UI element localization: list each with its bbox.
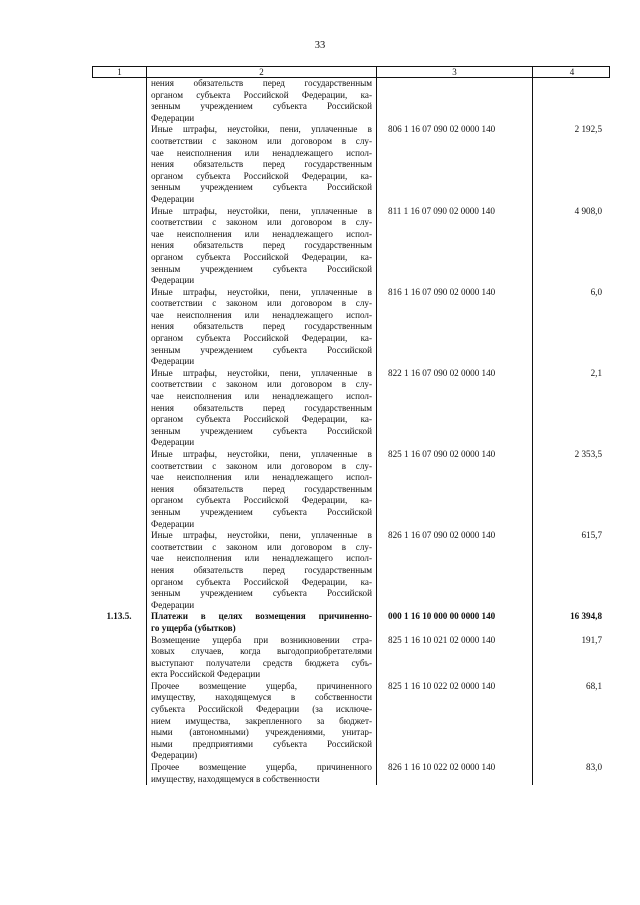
- description-line: чае неисполнения или ненадлежащего испол-: [151, 228, 372, 239]
- description-line: имуществу, находящемуся в собственности: [151, 773, 320, 784]
- row-description: [146, 611, 376, 634]
- description-line: нения обязательств перед государственным: [151, 159, 372, 170]
- row-number: [92, 762, 146, 785]
- row-number: [92, 124, 146, 205]
- description-line: нения обязательств перед государственным: [151, 483, 372, 494]
- description-line: Иные штрафы, неустойки, пени, уплаченные в: [151, 530, 372, 541]
- row-number: [92, 287, 146, 368]
- description-line: Иные штрафы, неустойки, пени, уплаченные в: [151, 367, 372, 378]
- description-line: зенным учреждением субъекта Российской: [151, 344, 372, 355]
- row-description: [146, 635, 376, 681]
- description-line: ными (автономными) учреждениями, унитар-: [151, 727, 372, 738]
- row-description: [146, 287, 376, 368]
- description-line: органом субъекта Российской Федерации, ка-: [151, 170, 372, 181]
- description-line: органом субъекта Российской Федерации, ка-: [151, 576, 372, 587]
- column-divider: [146, 78, 147, 785]
- description-line: Иные штрафы, неустойки, пени, уплаченные в: [151, 124, 372, 135]
- row-number: 1.13.5.: [106, 611, 132, 622]
- table-header: [92, 66, 610, 78]
- header-col-3: 3: [377, 67, 533, 77]
- description-line: органом субъекта Российской Федерации, ка-: [151, 414, 372, 425]
- description-line: субъекта Российской Федерации (за исключе-: [151, 704, 372, 715]
- amount-value: 191,7: [581, 634, 602, 645]
- row-number: [92, 206, 146, 287]
- description-line: ными предприятиями субъекта Российской: [151, 738, 372, 749]
- description-line: зенным учреждением субъекта Российской: [151, 506, 372, 517]
- description-line: Иные штрафы, неустойки, пени, уплаченные в: [151, 449, 372, 459]
- description-line: выступают получатели средств бюджета субъ-: [151, 657, 372, 668]
- budget-classification-code: 811 1 16 07 090 02 0000 140: [388, 205, 495, 216]
- description-line: органом субъекта Российской Федерации, ка-: [151, 495, 372, 506]
- description-line: Федерации: [151, 437, 195, 448]
- header-col-1: 1: [93, 67, 147, 77]
- description-line: соответствии с законом или договором в слу-: [151, 135, 372, 146]
- page-number: 33: [314, 40, 326, 51]
- description-line: зенным учреждением субъекта Российской: [151, 425, 372, 436]
- amount-value: 83,0: [586, 762, 602, 773]
- description-line: го ущерба (убытков): [151, 622, 236, 633]
- description-line: зенным учреждением субъекта Российской: [151, 588, 372, 599]
- row-description: [146, 449, 376, 530]
- description-line: ховых случаев, когда выгодоприобретателями: [151, 646, 372, 657]
- description-line: Федерации: [151, 275, 195, 286]
- description-line: зенным учреждением субъекта Российской: [151, 182, 372, 193]
- row-description: [146, 681, 376, 762]
- description-line: органом субъекта Российской Федерации, ка-: [151, 333, 372, 344]
- row-number: [92, 635, 146, 681]
- description-line: нения обязательств перед государственным: [151, 78, 372, 88]
- column-divider: [532, 78, 533, 785]
- amount-value: 6,0: [590, 286, 602, 297]
- row-description: [146, 530, 376, 611]
- description-line: Прочее возмещение ущерба, причиненного: [151, 680, 372, 691]
- description-line: Возмещение ущерба при возникновении стра-: [151, 634, 372, 645]
- description-line: органом субъекта Российской Федерации, ка-: [151, 89, 372, 100]
- amount-value: 615,7: [581, 530, 602, 541]
- table-body: [92, 78, 610, 785]
- description-line: чае неисполнения или ненадлежащего испол-: [151, 553, 372, 564]
- description-line: нения обязательств перед государственным: [151, 240, 372, 251]
- description-line: Федерации): [151, 750, 198, 761]
- budget-classification-code: 816 1 16 07 090 02 0000 140: [388, 286, 496, 297]
- row-description: [146, 124, 376, 205]
- column-divider: [376, 78, 377, 785]
- amount-value: 2 192,5: [574, 124, 602, 135]
- description-line: Федерации: [151, 193, 195, 204]
- row-description: [146, 762, 376, 785]
- budget-classification-code: 825 1 16 10 021 02 0000 140: [388, 634, 496, 645]
- description-line: Федерации: [151, 599, 195, 610]
- description-line: соответствии с законом или договором в слу-: [151, 460, 372, 471]
- description-line: нения обязательств перед государственным: [151, 402, 372, 413]
- revenue-table: [92, 66, 610, 785]
- row-number: [92, 78, 146, 124]
- header-col-2: 2: [147, 67, 377, 77]
- amount-value: [532, 78, 610, 124]
- budget-classification-code: 822 1 16 07 090 02 0000 140: [388, 367, 496, 378]
- description-line: Прочее возмещение ущерба, причиненного: [151, 762, 372, 773]
- description-line: органом субъекта Российской Федерации, ка-: [151, 251, 372, 262]
- description-line: нения обязательств перед государственным: [151, 564, 372, 575]
- budget-classification-code: 000 1 16 10 000 00 0000 140: [388, 611, 496, 622]
- description-line: чае неисполнения или ненадлежащего испол-: [151, 309, 372, 320]
- budget-classification-code: 826 1 16 07 090 02 0000 140: [388, 530, 496, 541]
- amount-value: 2,1: [590, 367, 602, 378]
- row-number: [92, 368, 146, 449]
- description-line: имуществу, находящемуся в собственности: [151, 692, 372, 703]
- amount-value: 4 908,0: [574, 205, 602, 216]
- row-number: [92, 449, 146, 530]
- description-line: чае неисполнения или ненадлежащего испол-: [151, 472, 372, 483]
- description-line: чае неисполнения или ненадлежащего испол-: [151, 147, 372, 158]
- budget-classification-code: 826 1 16 10 022 02 0000 140: [388, 762, 496, 773]
- description-line: Федерации: [151, 112, 195, 123]
- description-line: Федерации: [151, 356, 195, 367]
- description-line: зенным учреждением субъекта Российской: [151, 101, 372, 112]
- header-col-4: 4: [569, 67, 575, 77]
- description-line: нием имущества, закрепленного за бюджет-: [151, 715, 372, 726]
- budget-classification-code: 825 1 16 07 090 02 0000 140: [388, 449, 496, 459]
- row-number: [92, 530, 146, 611]
- amount-value: 68,1: [586, 680, 602, 691]
- description-line: соответствии с законом или договором в слу-: [151, 217, 372, 228]
- description-line: Федерации: [151, 518, 195, 529]
- budget-classification-code: 825 1 16 10 022 02 0000 140: [388, 680, 496, 691]
- budget-classification-code: 806 1 16 07 090 02 0000 140: [388, 124, 496, 135]
- row-number: [92, 681, 146, 762]
- row-description: [146, 206, 376, 287]
- description-line: Платежи в целях возмещения причиненно-: [151, 611, 372, 622]
- description-line: екта Российской Федерации: [151, 669, 261, 680]
- description-line: Иные штрафы, неустойки, пени, уплаченные в: [151, 205, 372, 216]
- description-line: соответствии с законом или договором в слу-: [151, 541, 372, 552]
- description-line: соответствии с законом или договором в слу-: [151, 379, 372, 390]
- description-line: нения обязательств перед государственным: [151, 321, 372, 332]
- row-description: [146, 78, 376, 124]
- budget-classification-code: [376, 78, 532, 124]
- description-line: соответствии с законом или договором в слу-: [151, 298, 372, 309]
- description-line: зенным учреждением субъекта Российской: [151, 263, 372, 274]
- description-line: Иные штрафы, неустойки, пени, уплаченные в: [151, 286, 372, 297]
- amount-value: 2 353,5: [574, 449, 602, 459]
- amount-value: 16 394,8: [570, 611, 602, 622]
- description-line: чае неисполнения или ненадлежащего испол-: [151, 391, 372, 402]
- row-description: [146, 368, 376, 449]
